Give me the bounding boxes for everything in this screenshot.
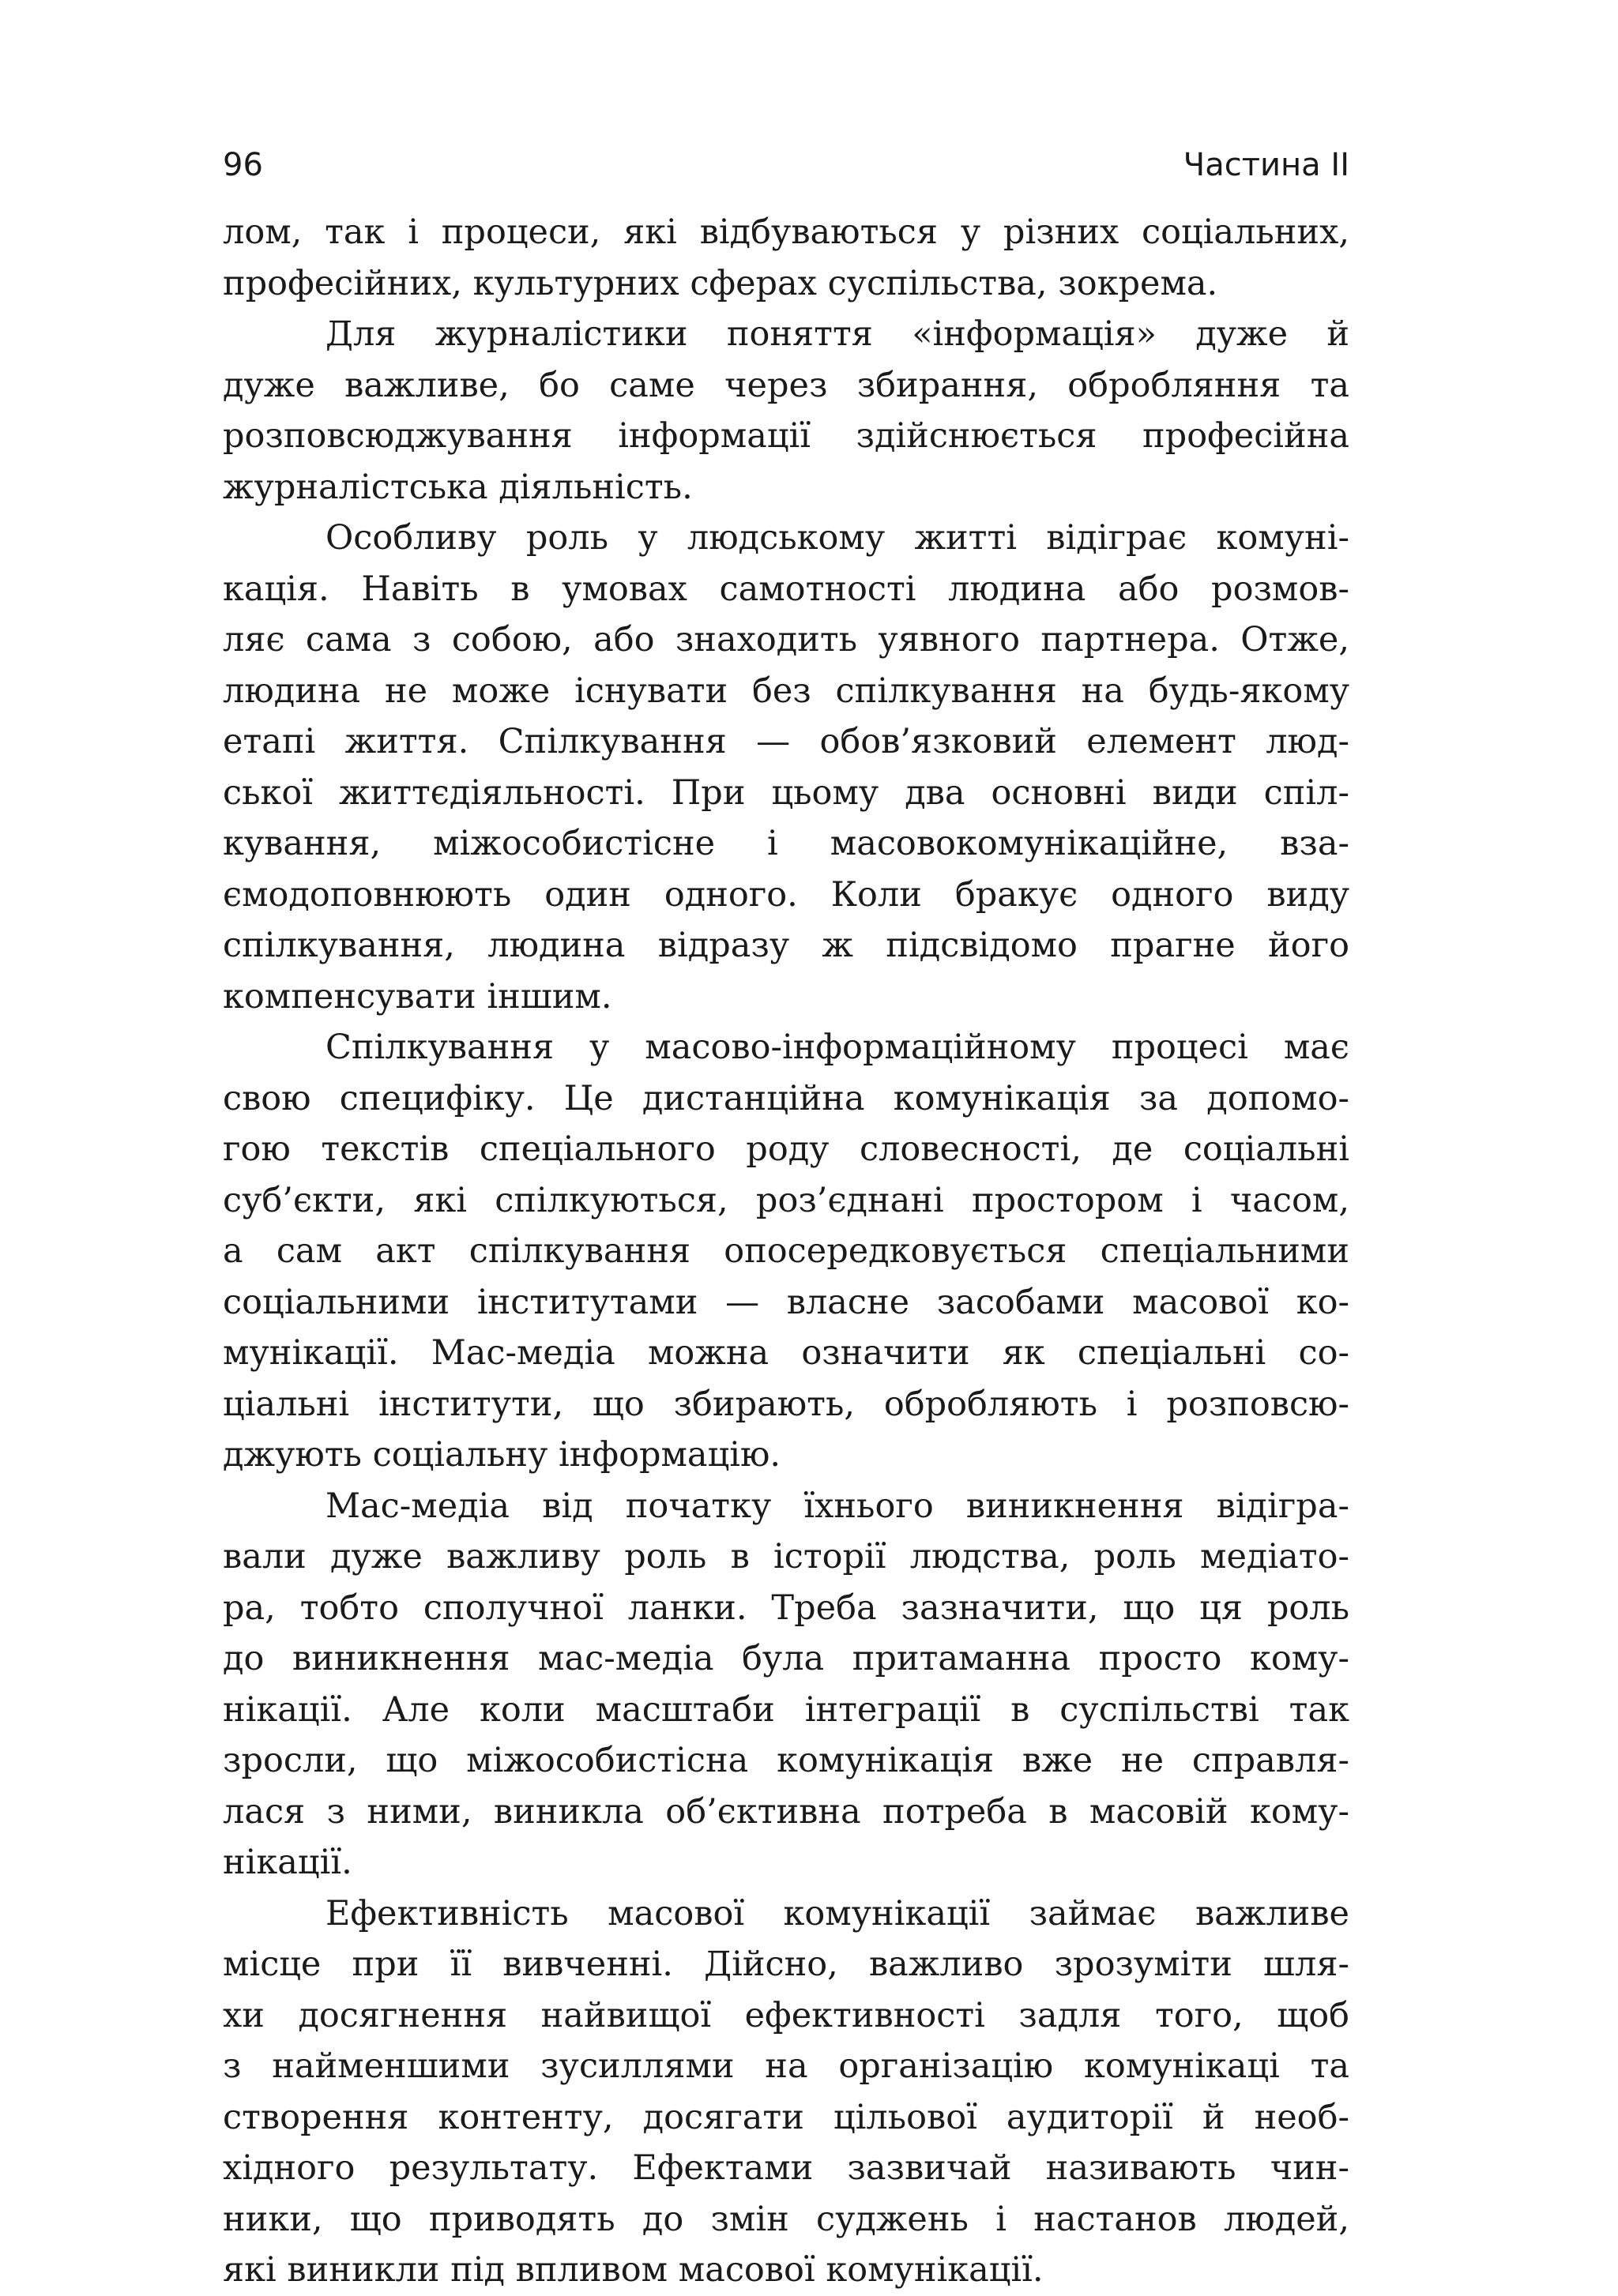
text-line: Мас-медіа від початку їхнього виникнення відігра- (325, 1486, 1349, 1526)
paragraph (223, 309, 1349, 513)
text-line: спілкування, людина відразу ж підсвідомо прагне його (223, 926, 1349, 965)
text-line: ської життєдіяльності. При цьому два основні види спіл- (223, 772, 1349, 813)
page-number: 96 (223, 147, 263, 183)
text-line: гою текстів спеціального роду словесності, де соціальні (223, 1129, 1349, 1169)
text-line: а сам акт спілкування опосередковується спеціальними (223, 1231, 1349, 1271)
text-line: ляє сама з собою, або знаходить уявного партнера. Отже, (223, 620, 1349, 659)
text-line: хи досягнення найвищої ефективності задля того, щоб (223, 1995, 1349, 2035)
paragraph (223, 207, 1349, 309)
text-line: Особливу роль у людському житті відіграє комуні- (325, 518, 1349, 558)
text-line: свою специфіку. Це дистанційна комунікація за допомо- (223, 1078, 1349, 1118)
text-line: мунікації. Мас-медіа можна означити як спеціальні со- (223, 1333, 1349, 1373)
text-line: лася з ними, виникла об’єктивна потреба в масовій кому- (223, 1791, 1349, 1832)
text-line: джують соціальну інформацію. (223, 1435, 781, 1475)
running-head (223, 147, 1349, 194)
text-line: місце при її вивченні. Дійсно, важливо зрозуміти шля- (223, 1945, 1349, 1984)
text-line: вали дуже важливу роль в історії людства, роль медіато- (223, 1537, 1349, 1576)
text-line: дуже важливе, бо саме через збирання, обробляння та (223, 365, 1349, 405)
text-line: Ефективність масової комунікації займає важливе (325, 1893, 1349, 1933)
section-title: Частина II (1183, 147, 1349, 183)
text-line: Спілкування у масово-інформаційному процесі має (325, 1028, 1349, 1067)
body-text (223, 207, 1349, 2296)
text-line: ціальні інститути, що збирають, обробляють і розповсю- (223, 1384, 1349, 1424)
text-line: журналістська діяльність. (223, 467, 693, 507)
text-line: нікації. (223, 1843, 352, 1882)
text-line: які виникли під впливом масової комунікації. (223, 2250, 1044, 2290)
text-line: соціальними інститутами — власне засобами масової ко- (223, 1282, 1349, 1322)
text-line: хідного результату. Ефектами зазвичай називають чин- (223, 2148, 1349, 2188)
text-line: зросли, що міжособистісна комунікація вже не справля- (223, 1741, 1349, 1780)
text-line: суб’єкти, які спілкуються, роз’єднані простором і часом, (223, 1180, 1349, 1220)
paragraph (223, 1022, 1349, 1481)
text-line: Для журналістики поняття «інформація» дуже й (325, 314, 1349, 354)
text-line: кування, міжособистісне і масовокомунікаційне, вза- (223, 824, 1349, 863)
text-line: до виникнення мас-медіа була притаманна просто кому- (223, 1639, 1349, 1678)
text-line: ники, що приводять до змін суджень і настанов людей, (223, 2199, 1349, 2239)
text-line: нікації. Але коли масштаби інтеграції в суспільстві так (223, 1689, 1349, 1730)
text-line: ра, тобто сполучної ланки. Треба зазначити, що ця роль (223, 1588, 1349, 1628)
paragraph (223, 1481, 1349, 1888)
text-line: етапі життя. Спілкування — обов’язковий елемент люд- (223, 722, 1349, 761)
text-line: розповсюджування інформації здійснюється професійна (223, 416, 1349, 456)
text-line: з найменшими зусиллями на організацію комунікаці та (223, 2046, 1349, 2086)
text-line: лом, так і процеси, які відбуваються у різних соціальних, (223, 212, 1349, 252)
text-line: компенсувати іншим. (223, 976, 612, 1016)
paragraph (223, 1888, 1349, 2296)
text-line: ємодоповнюють один одного. Коли бракує одного виду (223, 874, 1349, 915)
text-line: кація. Навіть в умовах самотності людина або розмов- (223, 569, 1349, 609)
text-line: людина не може існувати без спілкування на будь-якому (223, 671, 1349, 711)
text-line: професійних, культурних сферах суспільства, зокрема. (223, 263, 1218, 303)
text-line: створення контенту, досягати цільової аудиторії й необ- (223, 2097, 1349, 2137)
paragraph (223, 513, 1349, 1022)
